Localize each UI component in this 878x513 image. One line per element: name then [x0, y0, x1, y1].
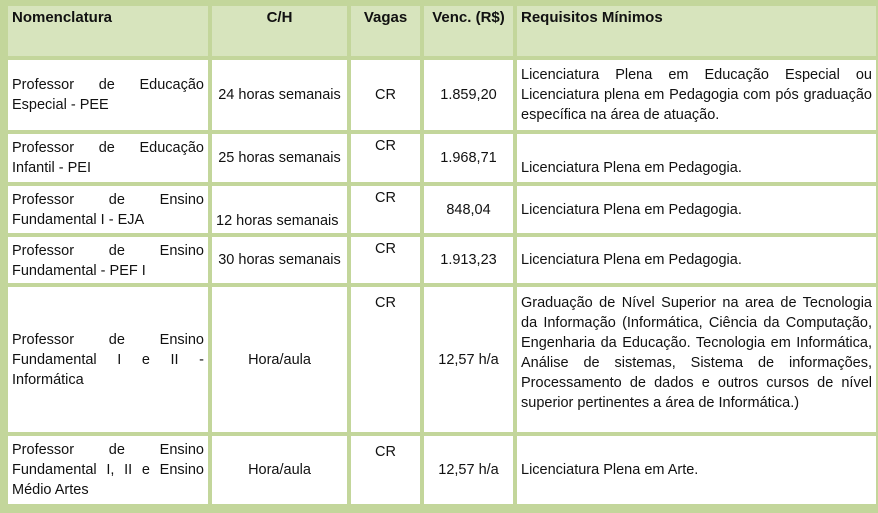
cell-vagas: CR: [351, 134, 420, 182]
cell-ch: 24 horas semanais: [212, 60, 347, 130]
table-row: [8, 186, 876, 233]
header-venc: Venc. (R$): [424, 6, 513, 56]
table-header-row: [8, 6, 876, 56]
cell-ch: Hora/aula: [212, 287, 347, 432]
header-requisitos: Requisitos Mínimos: [517, 6, 876, 56]
header-nomenclatura: Nomenclatura: [8, 6, 208, 56]
cell-venc: 12,57 h/a: [424, 287, 513, 432]
cell-ch: 12 horas semanais: [212, 186, 347, 233]
header-ch: C/H: [212, 6, 347, 56]
cell-venc: 1.859,20: [424, 60, 513, 130]
cell-requisitos: Licenciatura Plena em Pedagogia.: [517, 237, 876, 283]
cell-ch: Hora/aula: [212, 436, 347, 504]
cell-nomenclatura: Professor de Ensino Fundamental I, II e Ensino Médio Artes: [8, 436, 208, 504]
table-row: [8, 60, 876, 130]
cell-vagas: CR: [351, 436, 420, 504]
vacancy-table: [3, 3, 875, 510]
cell-ch: 25 horas semanais: [212, 134, 347, 182]
cell-venc: 1.968,71: [424, 134, 513, 182]
table-row: [8, 134, 876, 182]
cell-ch: 30 horas semanais: [212, 237, 347, 283]
cell-nomenclatura: Professor de Educação Especial - PEE: [8, 60, 208, 130]
cell-requisitos: Licenciatura Plena em Pedagogia.: [517, 134, 876, 182]
header-vagas: Vagas: [351, 6, 420, 56]
cell-venc: 12,57 h/a: [424, 436, 513, 504]
cell-requisitos: Licenciatura Plena em Arte.: [517, 436, 876, 504]
cell-venc: 848,04: [424, 186, 513, 233]
table-row: [8, 237, 876, 283]
cell-nomenclatura: Professor de Educação Infantil - PEI: [8, 134, 208, 182]
table-row: [8, 287, 876, 432]
cell-vagas: CR: [351, 287, 420, 432]
cell-venc: 1.913,23: [424, 237, 513, 283]
cell-vagas: CR: [351, 237, 420, 283]
cell-requisitos: Licenciatura Plena em Pedagogia.: [517, 186, 876, 233]
cell-vagas: CR: [351, 60, 420, 130]
cell-vagas: CR: [351, 186, 420, 233]
cell-requisitos: Licenciatura Plena em Educação Especial ou Licenciatura plena em Pedagogia com pós graduação específica na área de atuação.: [517, 60, 876, 130]
cell-nomenclatura: Professor de Ensino Fundamental I - EJA: [8, 186, 208, 233]
cell-nomenclatura: Professor de Ensino Fundamental I e II - Informática: [8, 287, 208, 432]
table-row: [8, 436, 876, 504]
cell-nomenclatura: Professor de Ensino Fundamental - PEF I: [8, 237, 208, 283]
cell-requisitos: Graduação de Nível Superior na area de Tecnologia da Informação (Informática, Ciência da Computação, Engenharia da Educação. Tecnologia em Informática, Análise de sistemas, Sistema de informações, Processamento de dados e outros cursos de nível superior pertinentes a área de Informática.): [517, 287, 876, 432]
